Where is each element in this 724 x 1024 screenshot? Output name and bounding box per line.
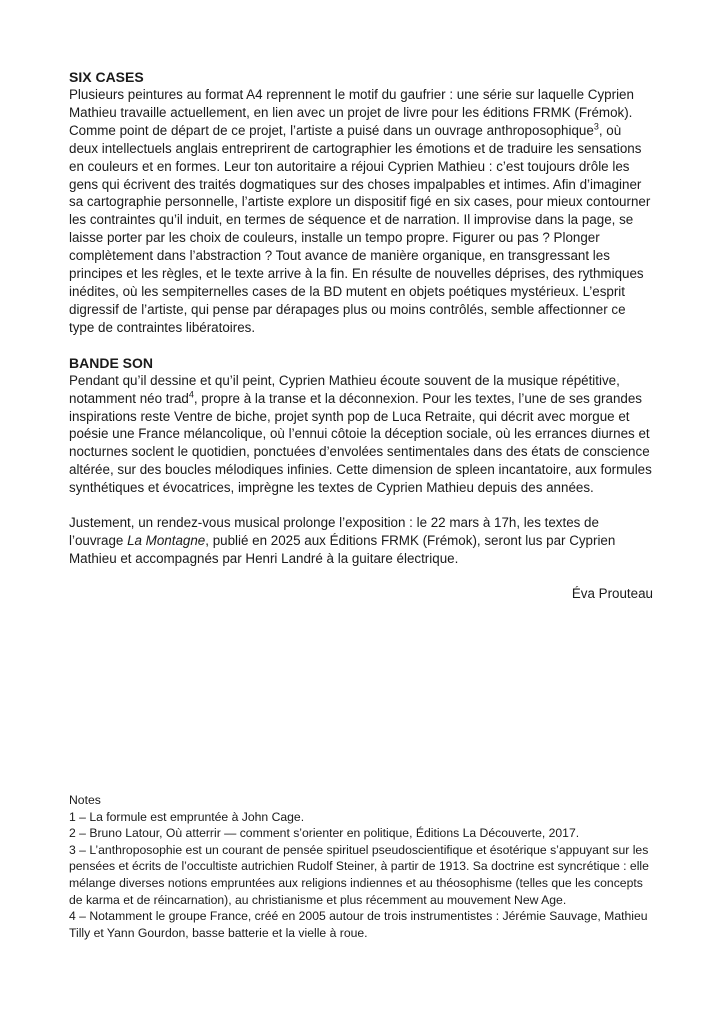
paragraph-text: Justement, un rendez-vous musical prolonge l’exposition : le 22 mars à 17h, les textes de l’ouvrage	[69, 515, 599, 548]
notes-section	[69, 792, 653, 941]
section-six-cases	[69, 68, 653, 337]
book-title: La Montagne	[127, 532, 206, 548]
paragraph-text: Plusieurs peintures au format A4 reprennent le motif du gaufrier : une série sur laquelle Cyprien Mathieu travaille actuellement, en lien avec un projet de livre pour les éditions FRMK (Frémok). Comme point de départ de ce projet, l’artiste a puisé dans un ouvrage anthroposophique	[69, 87, 634, 138]
paragraph-text: , publié en 2025 aux Éditions FRMK (Frémok), seront lus par Cyprien Mathieu et accompagnés par Henri Landré à la guitare électrique.	[69, 532, 616, 566]
section-paragraph	[69, 86, 653, 337]
section-paragraph	[69, 372, 653, 497]
section-heading: SIX CASES	[69, 69, 144, 85]
author-signature: Éva Prouteau	[571, 585, 653, 601]
section-bande-son	[69, 354, 653, 497]
note-item: 1 – La formule est empruntée à John Cage.	[69, 809, 305, 824]
notes-title: Notes	[69, 793, 101, 807]
note-item: 4 – Notamment le groupe France, créé en 2005 autour de trois instrumentistes : Jérémie Sauvage, Mathieu Tilly et Yann Gourdon, basse batterie et la vielle à roue.	[69, 909, 648, 940]
note-item: 2 – Bruno Latour, Où atterrir — comment s’orienter en politique, Éditions La Découverte, 2017.	[69, 826, 580, 841]
footnote-ref[interactable]: 3	[593, 121, 599, 132]
section-event	[69, 514, 653, 568]
paragraph-text: , propre à la transe et la déconnexion. Pour les textes, l’une de ses grandes inspirations reste Ventre de biche, projet synth pop de Luca Retraite, qui décrit avec morgue et poésie une France mélancolique, où l’ennui côtoie la déception sociale, où les errances diurnes et nocturnes soclent le quotidien, ponctuées d’envolées sentimentales dans des états de conscience altérée, sur des boucles mélodiques infinies. Cette dimension de spleen incantatoire, aux formules synthétiques et évocatrices, imprègne les textes de Cyprien Mathieu depuis des années.	[69, 390, 652, 496]
footnote-ref[interactable]: 4	[188, 389, 194, 400]
note-item: 3 – L’anthroposophie est un courant de pensée spirituel pseudoscientifique et ésotérique s’appuyant sur les pensées et écrits de l’occultiste autrichien Rudolf Steiner, à partir de 1913. Sa doctrine est syncrétique : elle mélange diverses notions empruntées aux religions indiennes et au théosophisme (telles que les concepts de karma et de réincarnation), au christianisme et plus récemment au mouvement New Age.	[69, 842, 649, 907]
paragraph-text: Pendant qu’il dessine et qu’il peint, Cyprien Mathieu écoute souvent de la musique répétitive, notamment néo trad	[69, 372, 620, 406]
document-page	[69, 68, 653, 603]
section-heading: BANDE SON	[69, 354, 154, 371]
paragraph-text: , où deux intellectuels anglais entreprirent de cartographier les émotions et de traduire les sensations en couleurs et en formes. Leur ton autoritaire a réjoui Cyprien Mathieu : c’est toujours drôle les gens qui écrivent des traités dogmatiques sur des choses impalpables et intimes. Afin d’imaginer sa cartographie personnelle, l’artiste explore un dispositif figé en six cases, pour mieux contourner les contraintes qu’il induit, en termes de séquence et de narration. Il improvise dans la page, se laisse porter par les choix de couleurs, installe un tempo propre. Figurer ou pas ? Plonger complètement dans l’abstraction ? Tout avance de manière organique, en transgressant les principes et les règles, et le texte arrive à la fin. En résulte de nouvelles déprises, des rythmiques inédites, où les sempiternelles cases de la BD mutent en objets poétiques mystérieux. L’esprit digressif de l’artiste, qui pense par dérapages plus ou moins contrôlés, semble affectionner ce type de contraintes libératoires.	[69, 122, 651, 335]
event-paragraph	[69, 514, 653, 568]
